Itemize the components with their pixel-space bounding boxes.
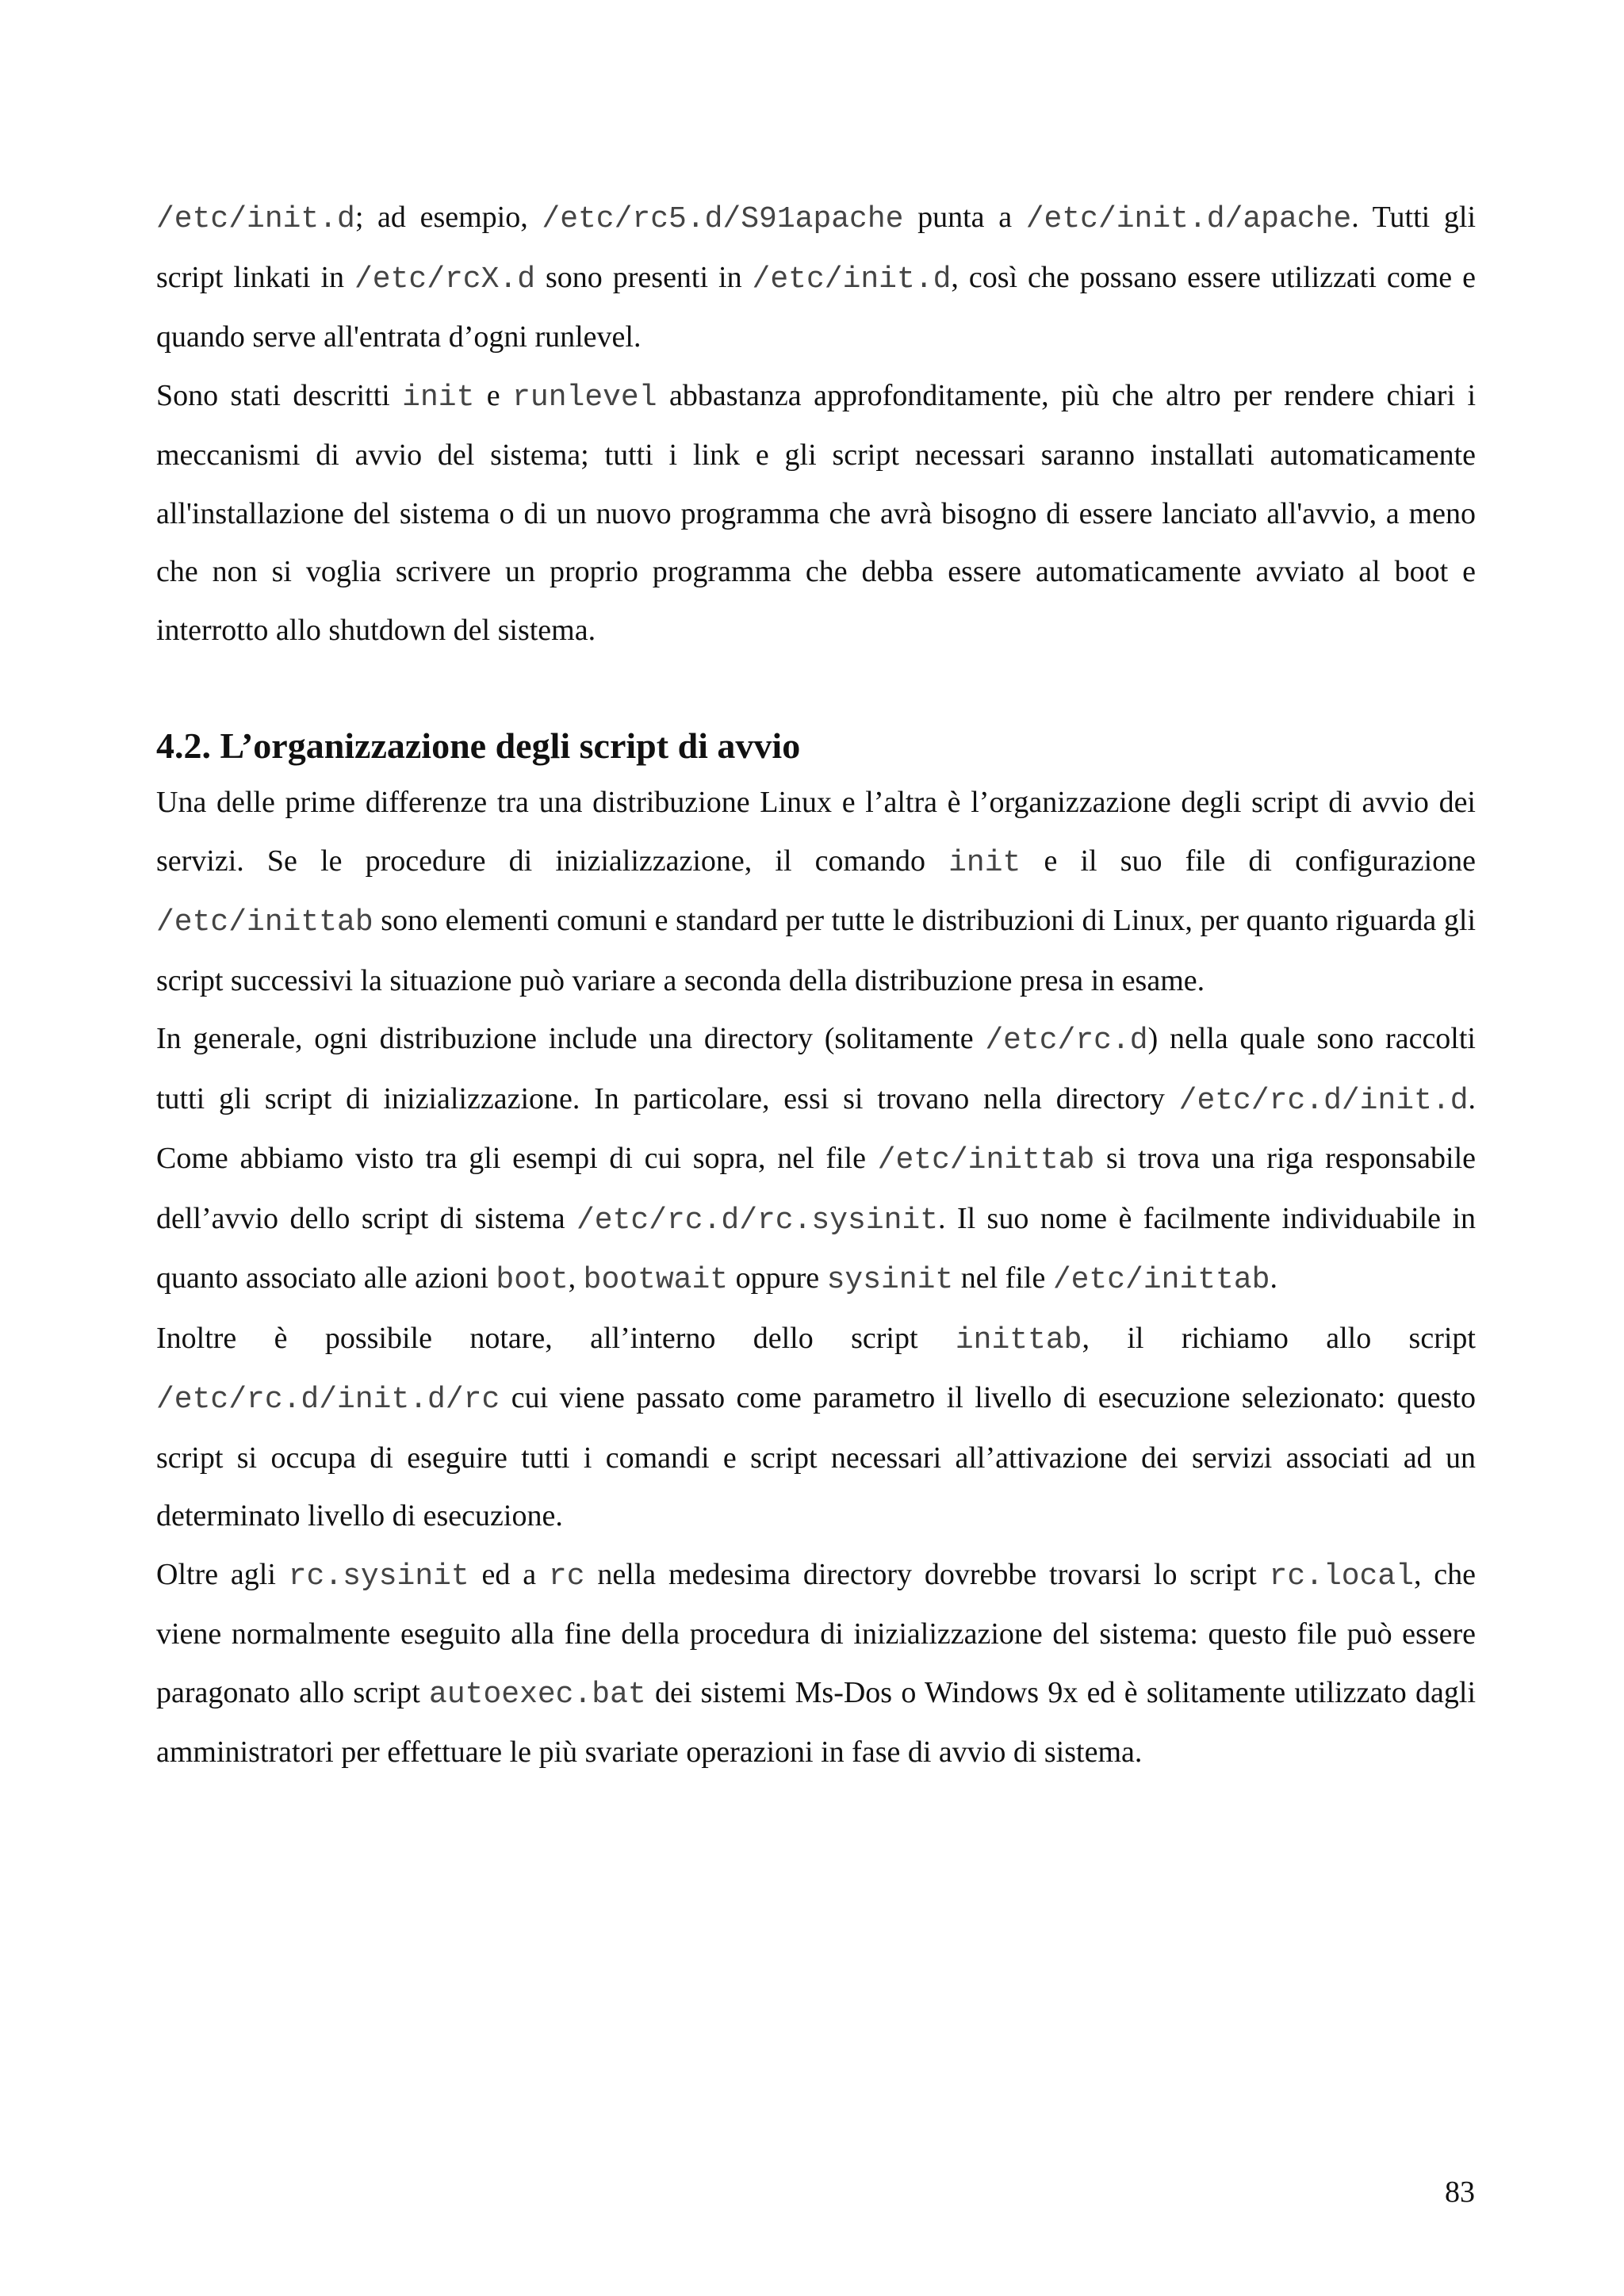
paragraph-distribution-differences xyxy=(156,774,1476,1010)
page-number: 83 xyxy=(1445,2175,1475,2209)
code-term: bootwait xyxy=(583,1263,729,1297)
code-path: /etc/inittab xyxy=(1052,1263,1270,1297)
text-run: Una delle prime differenze tra una distribuzione Linux e l’altra è l’organizzazione degli script di avvio dei servizi. Se le procedure di inizializzazione, il comando xyxy=(156,786,1476,878)
text-run: e xyxy=(474,378,513,412)
text-run: Inoltre è possibile notare, all’interno dello script xyxy=(156,1321,956,1355)
text-run: . Come abbiamo visto tra gli esempi di cui sopra, nel file xyxy=(156,1081,1476,1175)
code-path: /etc/rc.d/init.d xyxy=(1178,1083,1469,1118)
paragraph-init-runlevel xyxy=(156,367,1476,660)
text-run: , che viene normalmente eseguito alla fine della procedura di inizializzazione del sistema: questo file può essere paragonato allo script xyxy=(156,1557,1477,1709)
section-heading: 4.2. L’organizzazione degli script di avvio xyxy=(156,725,801,766)
text-run: In generale, ogni distribuzione include una directory (solitamente xyxy=(156,1022,986,1055)
code-path: /etc/inittab xyxy=(156,905,373,939)
text-run: sono presenti in xyxy=(535,260,753,294)
text-run: , così che possano essere utilizzati come e quando serve all'entrata d’ogni runlevel. xyxy=(156,260,1476,354)
code-path: /etc/inittab xyxy=(877,1143,1095,1177)
code-term: init xyxy=(948,845,1021,880)
code-term: runlevel xyxy=(512,380,657,415)
code-path: /etc/rc.d/init.d/rc xyxy=(156,1383,500,1417)
code-path: /etc/rc5.d/S91apache xyxy=(542,202,904,236)
code-path: /etc/rc.d xyxy=(985,1024,1148,1058)
text-run: ed a xyxy=(469,1557,549,1591)
code-term: sysinit xyxy=(826,1263,954,1297)
text-run: nel file xyxy=(953,1261,1053,1295)
text-run: abbastanza approfonditamente, più che altro per rendere chiari i meccanismi di avvio del sistema; tutti i link e gli script necessari saranno installati automaticamente all'installazione del sistema o di un nuovo programma che avrà bisogno di essere lanciato all'avvio, a meno che non si voglia scrivere un proprio programma che debba essere automaticamente avviato al boot e interrotto allo shutdown del sistema. xyxy=(156,378,1476,647)
text-run: dei sistemi Ms-Dos o Windows 9x ed è solitamente utilizzato dagli amministratori per effettuare le più svariate operazioni in fase di avvio di sistema. xyxy=(156,1675,1477,1769)
paragraph-rc-local xyxy=(156,1546,1476,1782)
text-run: sono elementi comuni e standard per tutte le distribuzioni di Linux, per quanto riguarda gli script successivi la situazione può variare a seconda della distribuzione presa in esame. xyxy=(156,904,1476,997)
code-term: init xyxy=(402,380,475,415)
text-run: Oltre agli xyxy=(156,1557,289,1591)
text-run: , xyxy=(568,1261,584,1295)
text-run: punta a xyxy=(903,201,1026,234)
page-body xyxy=(156,189,1476,1782)
text-run: si trova una riga responsabile dell’avvio dello script di sistema xyxy=(156,1142,1477,1235)
text-run: e il suo file di configurazione xyxy=(1021,844,1476,878)
text-run: ) nella quale sono raccolti tutti gli script di inizializzazione. In particolare, essi si trovano nella directory xyxy=(156,1022,1476,1115)
text-run: . Tutti gli script linkati in xyxy=(156,201,1476,294)
code-path: /etc/init.d xyxy=(156,202,355,236)
paragraph-rc-script xyxy=(156,1310,1476,1546)
code-term: boot xyxy=(496,1263,569,1297)
text-run: cui viene passato come parametro il livello di esecuzione selezionato: questo script si occupa di eseguire tutti i comandi e script necessari all’attivazione dei servizi associati ad un determinato livello di esecuzione. xyxy=(156,1381,1476,1533)
code-term: rc.sysinit xyxy=(288,1559,469,1594)
code-term: inittab xyxy=(955,1322,1082,1357)
code-term: autoexec.bat xyxy=(429,1677,646,1712)
text-run: ; ad esempio, xyxy=(354,201,542,234)
code-term: rc.local xyxy=(1269,1559,1414,1594)
text-run: , il richiamo allo script xyxy=(1082,1321,1476,1355)
code-term: rc xyxy=(548,1559,585,1594)
text-run: . xyxy=(1270,1261,1277,1295)
paragraph-init-d-links xyxy=(156,189,1476,367)
text-run: . Il suo nome è facilmente individuabile in quanto associato alle azioni xyxy=(156,1201,1476,1295)
paragraph-rc-d-directory xyxy=(156,1010,1476,1310)
code-path: /etc/rc.d/rc.sysinit xyxy=(576,1203,939,1238)
text-run: Sono stati descritti xyxy=(156,378,403,412)
code-path: /etc/rcX.d xyxy=(354,262,536,297)
text-run: oppure xyxy=(728,1261,827,1295)
code-path: /etc/init.d/apache xyxy=(1025,202,1352,236)
code-path: /etc/init.d xyxy=(752,262,952,297)
text-run: nella medesima directory dovrebbe trovarsi lo script xyxy=(584,1557,1270,1591)
